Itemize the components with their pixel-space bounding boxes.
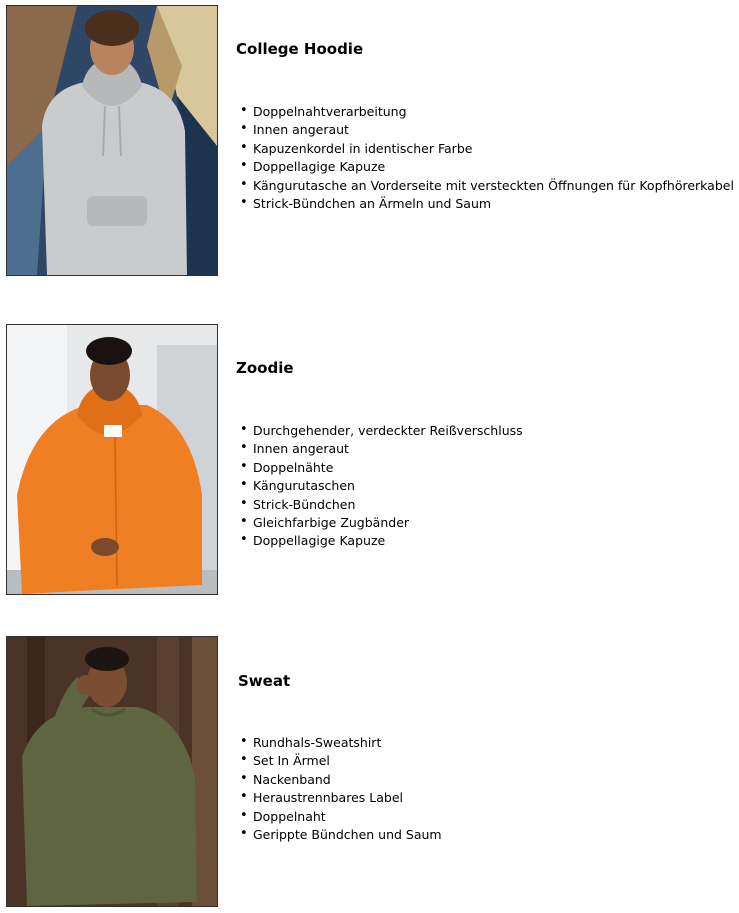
list-item: • Gerippte Bündchen und Saum [238, 826, 442, 844]
list-item: • Set In Ärmel [238, 752, 442, 770]
list-item: • Doppelnahtverarbeitung [238, 103, 734, 121]
list-item: • Doppelnaht [238, 808, 442, 826]
list-item: • Doppelnähte [238, 459, 523, 477]
list-item: • Doppellagige Kapuze [238, 532, 523, 550]
list-item: • Heraustrennbares Label [238, 789, 442, 807]
feature-list-sweat [238, 734, 442, 844]
list-item: • Kängurutaschen [238, 477, 523, 495]
list-item: • Strick-Bündchen an Ärmeln und Saum [238, 195, 734, 213]
list-item: • Nackenband [238, 771, 442, 789]
feature-list-college-hoodie [238, 103, 734, 213]
list-item: • Durchgehender, verdeckter Reißverschluss [238, 422, 523, 440]
list-item: • Kängurutasche an Vorderseite mit versteckten Öffnungen für Kopfhörerkabel [238, 177, 734, 195]
product-title: College Hoodie [236, 40, 364, 58]
product-title: Sweat [238, 672, 291, 690]
list-item: • Rundhals-Sweatshirt [238, 734, 442, 752]
product-title: Zoodie [236, 359, 294, 377]
list-item: • Doppellagige Kapuze [238, 158, 734, 176]
product-image-sweat [6, 636, 218, 907]
list-item: • Kapuzenkordel in identischer Farbe [238, 140, 734, 158]
feature-list-zoodie [238, 422, 523, 551]
product-image-college-hoodie [6, 5, 218, 276]
product-image-zoodie [6, 324, 218, 595]
list-item: • Gleichfarbige Zugbänder [238, 514, 523, 532]
list-item: • Innen angeraut [238, 440, 523, 458]
list-item: • Innen angeraut [238, 121, 734, 139]
list-item: • Strick-Bündchen [238, 496, 523, 514]
